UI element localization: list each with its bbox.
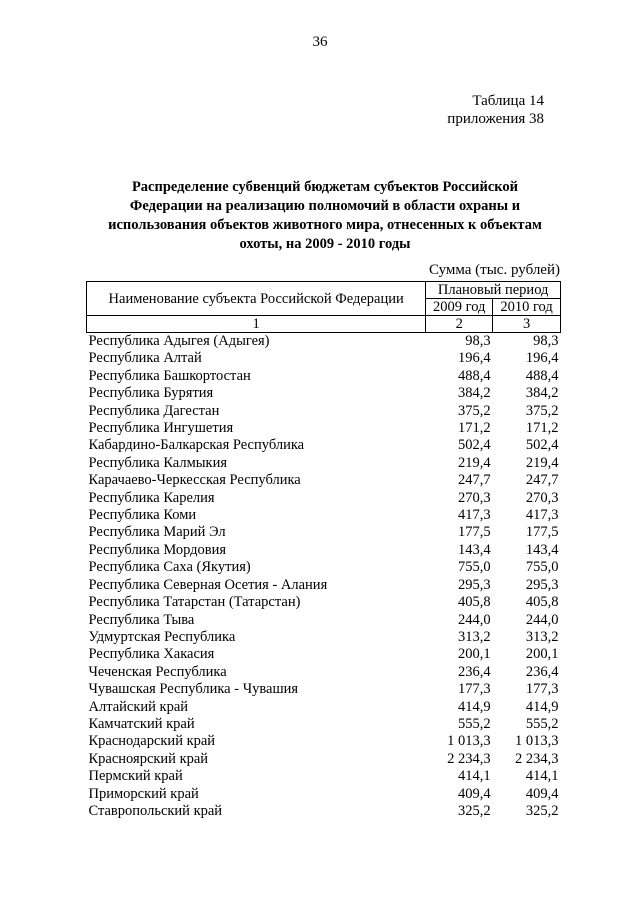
value-2010-cell: 414,1 xyxy=(525,768,559,785)
value-2010-cell: 414,9 xyxy=(525,698,559,715)
title-line-2: Федерации на реализацию полномочий в области охраны и xyxy=(129,198,521,214)
value-2009-cell: 98,3 xyxy=(465,333,491,349)
table-row xyxy=(87,437,561,454)
table-row xyxy=(87,786,561,803)
region-name-cell: Карачаево-Черкесская Республика xyxy=(88,472,301,489)
region-name-cell: Республика Адыгея (Адыгея) xyxy=(88,333,270,349)
value-2009-cell: 1 013,3 xyxy=(447,733,491,750)
region-name-cell: Чувашская Республика - Чувашия xyxy=(88,681,299,698)
region-name-cell: Республика Марий Эл xyxy=(88,524,226,541)
value-2010-cell: 177,3 xyxy=(525,681,559,698)
region-name-cell: Удмуртская Республика xyxy=(88,628,236,645)
region-name-cell: Республика Саха (Якутия) xyxy=(88,559,251,576)
table-row xyxy=(87,472,561,489)
value-2009-cell: 325,2 xyxy=(458,802,491,819)
table-row xyxy=(87,594,561,611)
value-2009-cell: 384,2 xyxy=(458,385,491,402)
table-reference-line1: Таблица 14 xyxy=(472,93,544,109)
header-column-number-2: 2 xyxy=(426,316,493,333)
table-row xyxy=(87,733,561,750)
value-2010-cell: 295,3 xyxy=(525,576,559,593)
title-line-1: Распределение субвенций бюджетам субъектов Российской xyxy=(131,179,519,195)
value-2010-cell: 417,3 xyxy=(525,507,559,524)
value-2009-cell: 270,3 xyxy=(458,489,491,506)
value-2010-cell: 244,0 xyxy=(525,611,559,628)
region-name-cell: Республика Коми xyxy=(88,507,197,524)
region-name-cell: Республика Ингушетия xyxy=(88,420,234,437)
region-name-cell: Краснодарский край xyxy=(88,733,216,750)
region-name-cell: Республика Бурятия xyxy=(88,385,214,402)
table-row xyxy=(87,699,561,716)
value-2009-cell: 295,3 xyxy=(458,576,491,593)
value-2010-cell: 325,2 xyxy=(525,802,559,819)
value-2010-cell: 502,4 xyxy=(525,437,559,454)
table-row xyxy=(87,455,561,472)
table-reference-line2: приложения 38 xyxy=(447,111,544,127)
value-2009-cell: 177,3 xyxy=(458,681,491,698)
region-name-cell: Ставропольский край xyxy=(88,802,223,819)
value-2009-cell: 313,2 xyxy=(458,628,491,645)
value-2010-cell: 488,4 xyxy=(525,367,559,384)
table-row xyxy=(87,350,561,367)
value-2009-cell: 405,8 xyxy=(458,594,491,611)
table-row xyxy=(87,664,561,681)
table-header xyxy=(87,282,561,333)
value-2010-cell: 247,7 xyxy=(525,472,559,489)
region-name-cell: Красноярский край xyxy=(88,750,209,767)
region-name-cell: Республика Северная Осетия - Алания xyxy=(88,576,328,593)
value-2009-cell: 409,4 xyxy=(458,785,491,802)
region-name-cell: Пермский край xyxy=(88,768,183,785)
table-row xyxy=(87,542,561,559)
value-2010-cell: 196,4 xyxy=(525,350,559,367)
region-name-cell: Республика Тыва xyxy=(88,611,195,628)
value-2010-cell: 555,2 xyxy=(525,715,559,732)
units-caption: Сумма (тыс. рублей) xyxy=(428,262,560,278)
table-row xyxy=(87,629,561,646)
value-2009-cell: 171,2 xyxy=(458,420,491,437)
value-2009-cell: 414,9 xyxy=(458,698,491,715)
value-2009-cell: 555,2 xyxy=(458,715,491,732)
header-planning-period: Плановый период xyxy=(426,282,561,299)
header-year-2009: 2009 год xyxy=(426,299,493,316)
value-2010-cell: 375,2 xyxy=(525,402,559,419)
table-row xyxy=(87,420,561,437)
title-line-4: охоты, на 2009 - 2010 годы xyxy=(239,236,411,252)
value-2009-cell: 375,2 xyxy=(458,402,491,419)
region-name-cell: Республика Татарстан (Татарстан) xyxy=(88,594,301,611)
table-row xyxy=(87,681,561,698)
region-name-cell: Республика Алтай xyxy=(88,350,202,367)
table-row xyxy=(87,559,561,576)
value-2010-cell: 1 013,3 xyxy=(515,733,559,750)
value-2009-cell: 488,4 xyxy=(458,367,491,384)
document-title xyxy=(90,178,560,254)
value-2010-cell: 313,2 xyxy=(525,628,559,645)
table-row xyxy=(87,524,561,541)
value-2009-cell: 236,4 xyxy=(458,663,491,680)
region-name-cell: Республика Хакасия xyxy=(88,646,215,663)
region-name-cell: Приморский край xyxy=(88,785,199,802)
region-name-cell: Республика Мордовия xyxy=(88,541,227,558)
table-reference xyxy=(447,92,544,128)
value-2009-cell: 755,0 xyxy=(458,559,491,576)
value-2009-cell: 196,4 xyxy=(458,350,491,367)
region-name-cell: Чеченская Республика xyxy=(88,663,227,680)
table-row xyxy=(87,751,561,768)
value-2009-cell: 200,1 xyxy=(458,646,491,663)
region-name-cell: Республика Карелия xyxy=(88,489,215,506)
table-body xyxy=(87,333,561,821)
table-row xyxy=(87,403,561,420)
header-year-2010: 2010 год xyxy=(493,299,561,316)
region-name-cell: Кабардино-Балкарская Республика xyxy=(88,437,305,454)
value-2010-cell: 171,2 xyxy=(525,420,559,437)
region-name-cell: Камчатский край xyxy=(88,715,195,732)
value-2009-cell: 247,7 xyxy=(458,472,491,489)
value-2010-cell: 755,0 xyxy=(525,559,559,576)
header-column-number-1: 1 xyxy=(87,316,426,333)
value-2009-cell: 143,4 xyxy=(458,541,491,558)
value-2009-cell: 502,4 xyxy=(458,437,491,454)
value-2010-cell: 2 234,3 xyxy=(515,750,559,767)
table-row xyxy=(87,716,561,733)
value-2009-cell: 219,4 xyxy=(458,454,491,471)
value-2010-cell: 143,4 xyxy=(525,541,559,558)
region-name-cell: Республика Дагестан xyxy=(88,402,220,419)
value-2010-cell: 219,4 xyxy=(525,454,559,471)
subventions-table xyxy=(86,281,561,820)
table-row xyxy=(87,577,561,594)
value-2010-cell: 384,2 xyxy=(525,385,559,402)
table-row xyxy=(87,646,561,663)
value-2010-cell: 98,3 xyxy=(533,333,559,349)
value-2009-cell: 2 234,3 xyxy=(447,750,491,767)
table-row xyxy=(87,490,561,507)
region-name-cell: Алтайский край xyxy=(88,698,189,715)
page-number: 36 xyxy=(312,34,328,50)
value-2010-cell: 270,3 xyxy=(525,489,559,506)
value-2010-cell: 177,5 xyxy=(525,524,559,541)
table-row xyxy=(87,368,561,385)
table-row xyxy=(87,507,561,524)
value-2009-cell: 177,5 xyxy=(458,524,491,541)
title-line-3: использования объектов животного мира, отнесенных к объектам xyxy=(108,217,542,233)
value-2009-cell: 244,0 xyxy=(458,611,491,628)
header-column-number-3: 3 xyxy=(493,316,561,333)
value-2010-cell: 409,4 xyxy=(525,785,559,802)
header-name-column: Наименование субъекта Российской Федерации xyxy=(87,282,426,316)
value-2009-cell: 414,1 xyxy=(458,768,491,785)
value-2010-cell: 405,8 xyxy=(525,594,559,611)
region-name-cell: Республика Калмыкия xyxy=(88,454,227,471)
table-row xyxy=(87,385,561,402)
table-row xyxy=(87,768,561,785)
region-name-cell: Республика Башкортостан xyxy=(88,367,251,384)
table-row xyxy=(87,803,561,820)
value-2010-cell: 200,1 xyxy=(525,646,559,663)
value-2009-cell: 417,3 xyxy=(458,507,491,524)
table-row xyxy=(87,333,561,351)
value-2010-cell: 236,4 xyxy=(525,663,559,680)
table-row xyxy=(87,612,561,629)
